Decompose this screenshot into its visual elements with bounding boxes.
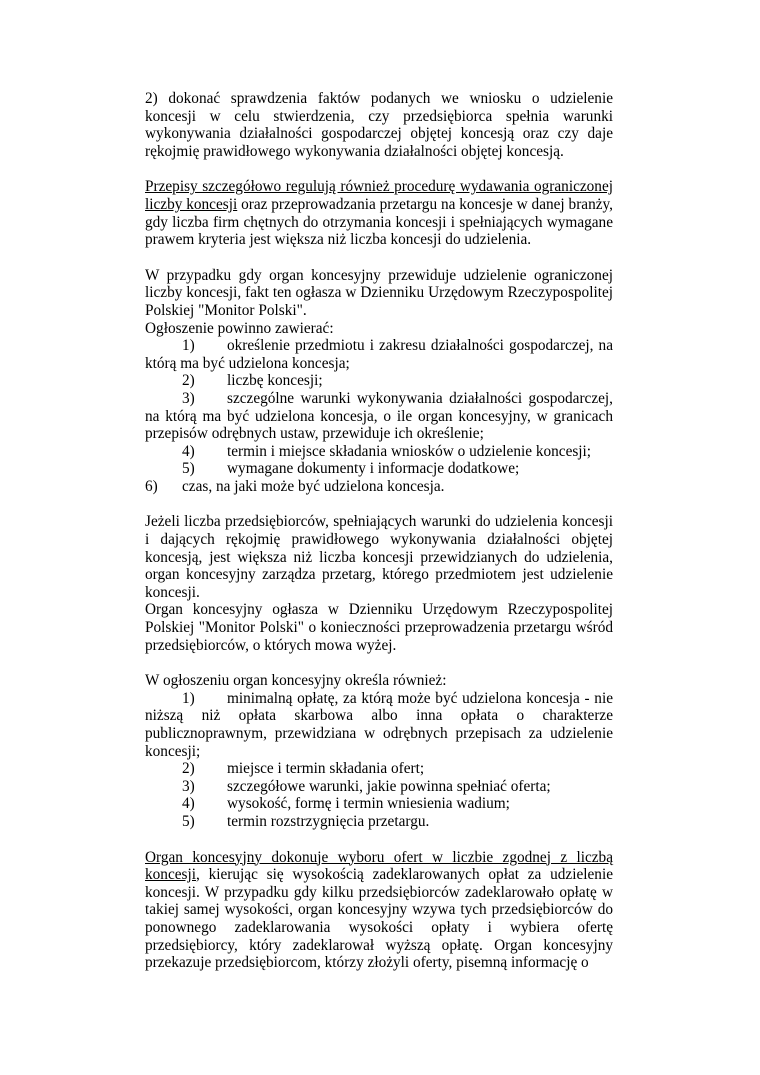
list2-item: 5) termin rozstrzygnięcia przetargu.: [182, 812, 430, 830]
list1-item: 1) określenie przedmiotu i zakresu działalności gospodarczej, na którą ma być udzielona koncesja;: [145, 337, 613, 372]
list1-item: 5) wymagane dokumenty i informacje dodatkowe;: [182, 460, 520, 478]
document-page: [145, 90, 613, 972]
paragraph-2-underlined: Przepisy szczegółowo regulują również procedurę wydawania ograniczonej liczby koncesji: [145, 178, 613, 213]
paragraph-3: W przypadku gdy organ koncesyjny przewiduje udzielenie ograniczonej liczby koncesji, fakt ten ogłasza w Dzienniku Urzędowym Rzeczypospolitej Polskiej "Monitor Polski".: [145, 266, 613, 319]
paragraph-1: 2) dokonać sprawdzenia faktów podanych we wniosku o udzielenie koncesji w celu stwierdzenia, czy przedsiębiorca spełnia warunki wykonywania działalności gospodarczej objętej koncesją oraz czy daje rękojmię prawidłowego wykonywania działalności objętej koncesją.: [145, 90, 613, 160]
list1-item: 4) termin i miejsce składania wniosków o udzielenie koncesji;: [182, 442, 592, 460]
paragraph-2-rest: oraz przeprowadzania przetargu na koncesje w danej branży, gdy liczba firm chętnych do otrzymania koncesji i spełniających wymagane prawem kryteria jest większa niż liczba koncesji do udzielenia.: [145, 195, 613, 249]
paragraph-7: [145, 849, 613, 972]
paragraph-6: W ogłoszeniu organ koncesyjny określa również:: [145, 672, 447, 690]
paragraph-2: [145, 178, 613, 248]
paragraph-3-intro: Ogłoszenie powinno zawierać:: [145, 319, 334, 337]
paragraph-5: Organ koncesyjny ogłasza w Dzienniku Urzędowym Rzeczypospolitej Polskiej "Monitor Polski" o konieczności przeprowadzenia przetargu wśród przedsiębiorców, o których mowa wyżej.: [145, 601, 613, 654]
paragraph-7-underlined: Organ koncesyjny dokonuje wyboru ofert w liczbie zgodnej z liczbą koncesji: [145, 848, 613, 884]
paragraph-4: Jeżeli liczba przedsiębiorców, spełniających warunki do udzielenia koncesji i dających rękojmię prawidłowego wykonywania działalności objętej koncesją, jest większa niż liczba koncesji przewidzianych do udzielenia, organ koncesyjny zarządza przetarg, którego przedmiotem jest udzielenie koncesji.: [145, 513, 613, 601]
list1-item: 3) szczególne warunki wykonywania działalności gospodarczej, na którą ma być udzielona koncesja, o ile organ koncesyjny, w granicach przepisów odrębnych ustaw, przewiduje ich określenie;: [145, 389, 613, 443]
paragraph-7-rest: , kierując się wysokością zadeklarowanych opłat za udzielenie koncesji. W przypadku gdy kilku przedsiębiorców zadeklarowało opłatę w takiej samej wysokości, organ koncesyjny wzywa tych przedsiębiorców do ponownego zadeklarowania wysokości opłaty i wybiera ofertę przedsiębiorcy, który zadeklarował wyższą opłatę. Organ koncesyjny przekazuje przedsiębiorcom, którzy złożyli oferty, pisemną informację o: [145, 866, 613, 972]
list2-item: 4) wysokość, formę i termin wniesienia wadium;: [182, 795, 510, 813]
list1-item: 6) czas, na jaki może być udzielona koncesja.: [145, 477, 445, 495]
list2-item: 2) miejsce i termin składania ofert;: [182, 760, 425, 778]
list1-item: 2) liczbę koncesji;: [182, 372, 323, 390]
list2-item: 1) minimalną opłatę, za którą może być udzielona koncesja - nie niższą niż opłata skarbowa albo inna opłata o charakterze publicznoprawnym, przewidziana w odrębnych przepisach za udzielenie koncesji;: [145, 689, 613, 760]
list2-item: 3) szczegółowe warunki, jakie powinna spełniać oferta;: [182, 777, 551, 795]
